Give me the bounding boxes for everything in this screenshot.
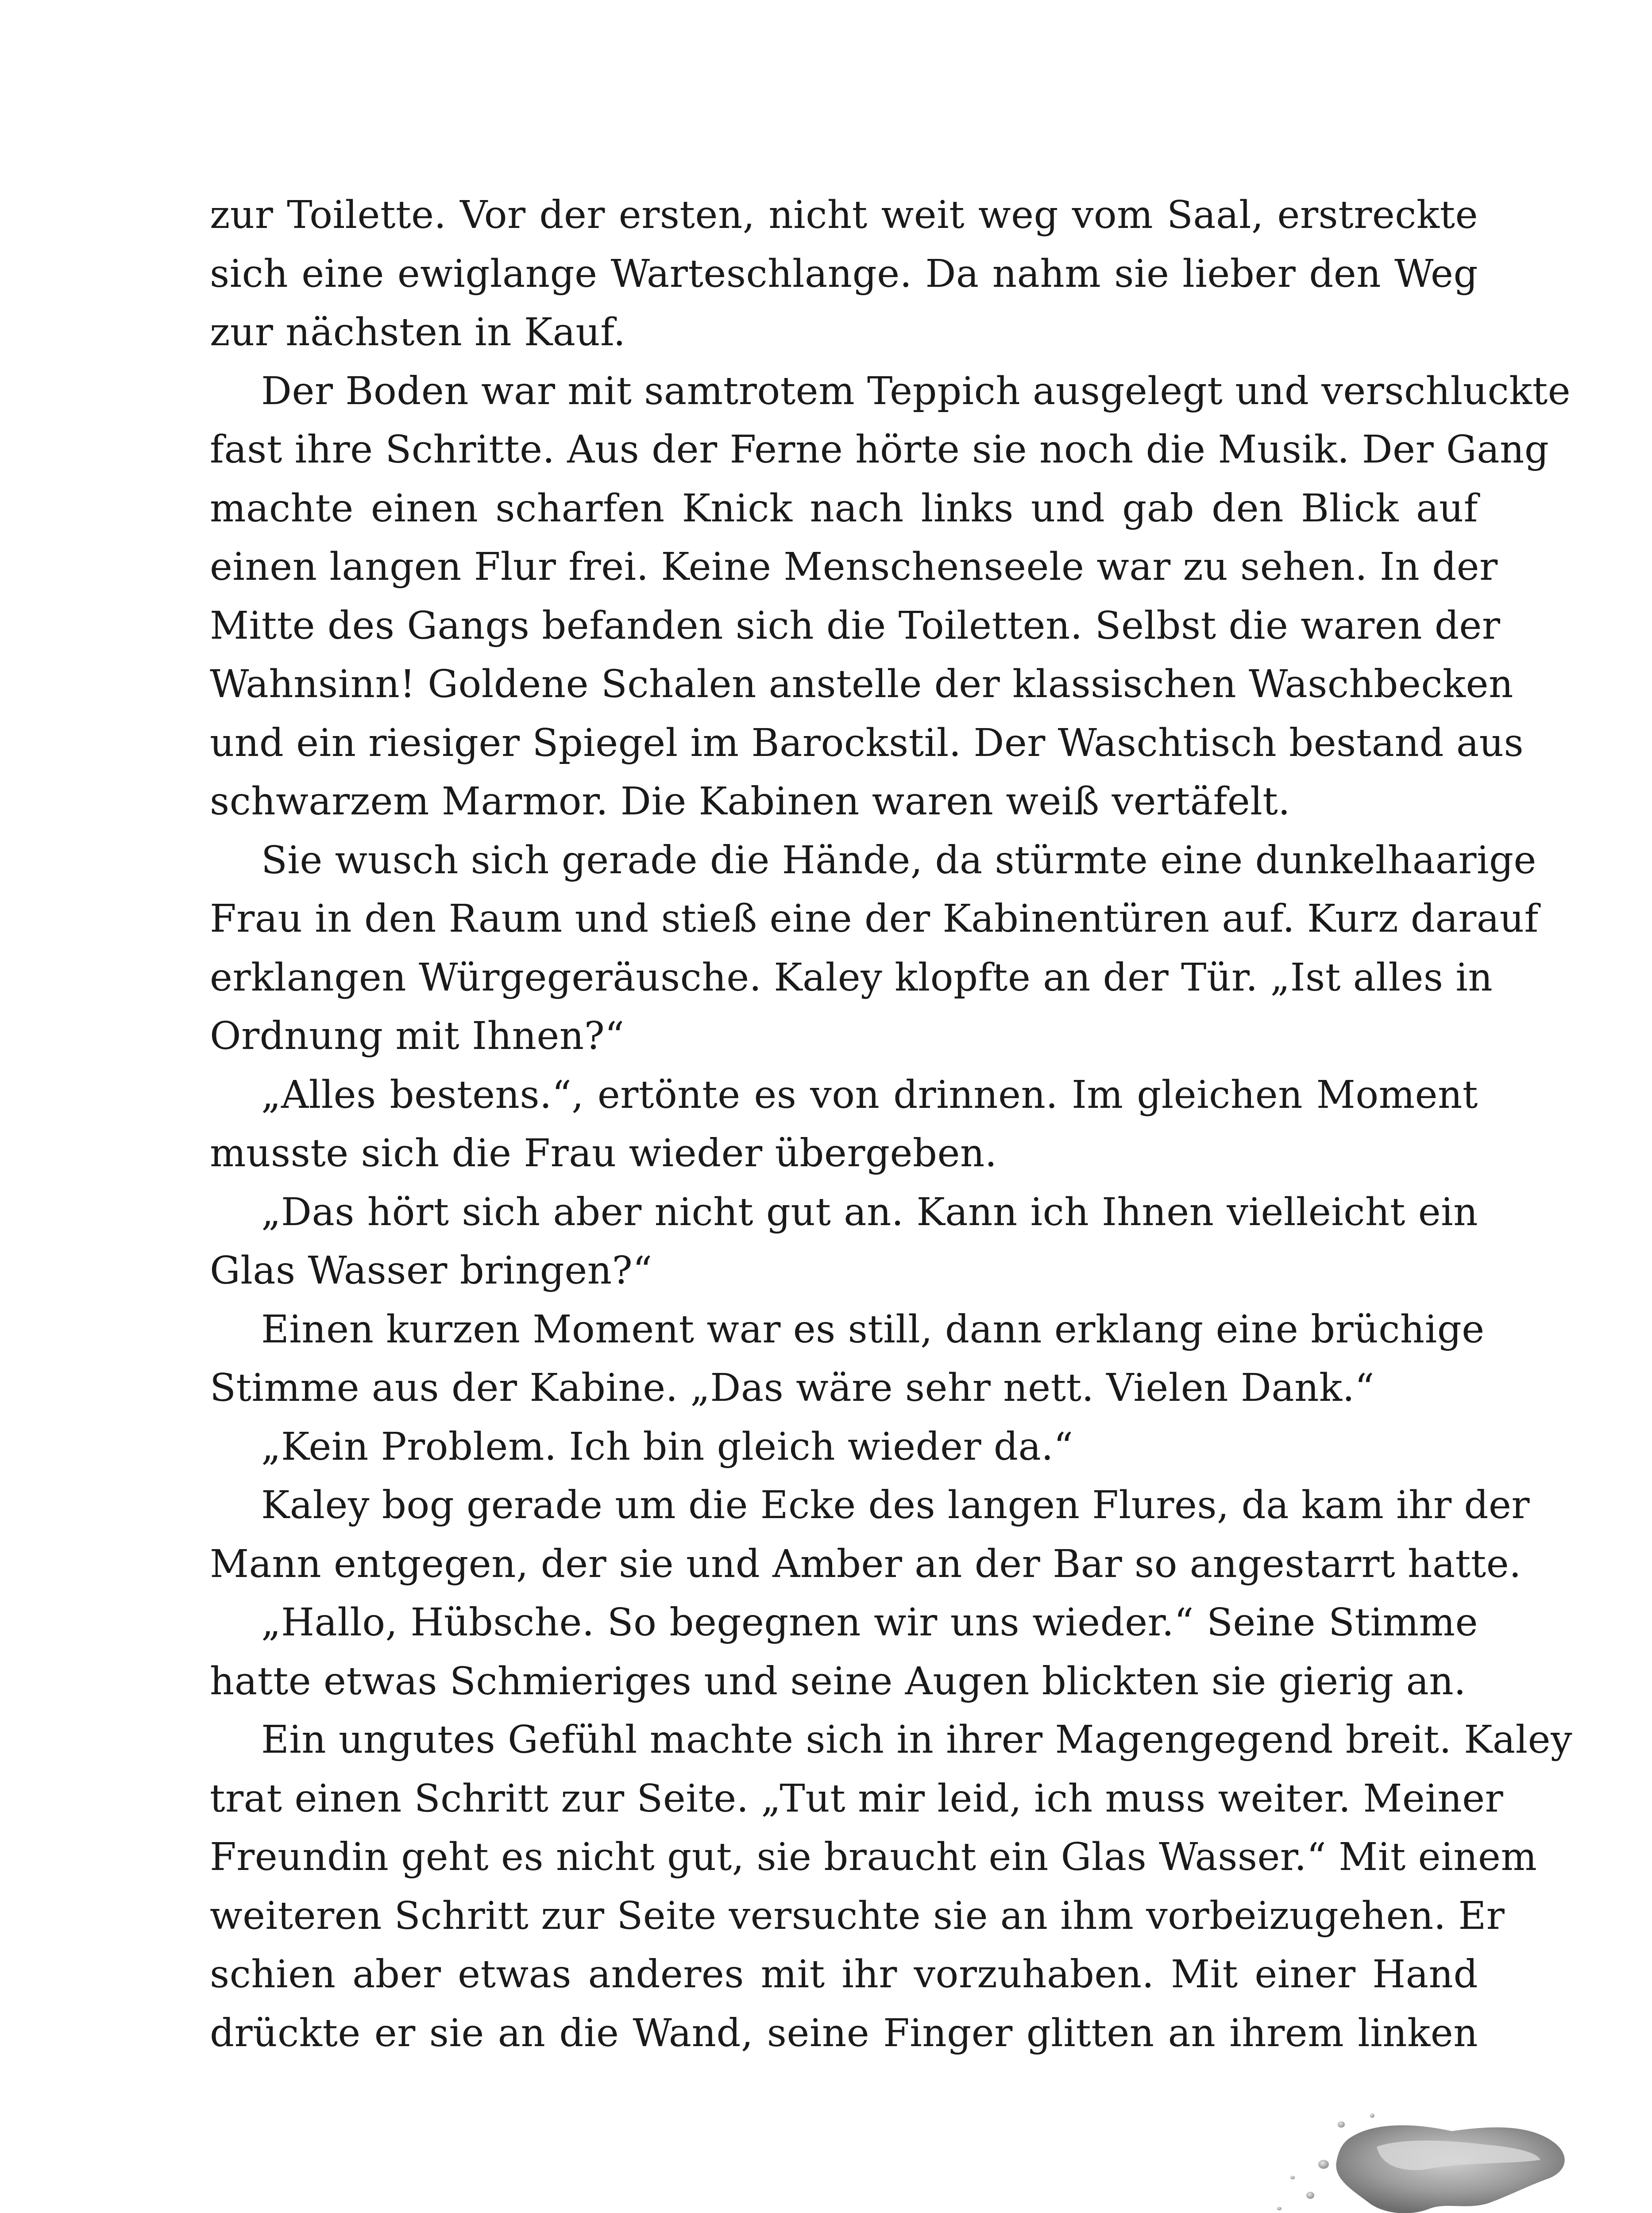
text-line: „Hallo, Hübsche. So begegnen wir uns wieder.“ Seine Stimme [261, 1600, 1478, 1645]
text-line: Ein ungutes Gefühl machte sich in ihrer Magengegend breit. Kaley [261, 1718, 1573, 1762]
text-line: Mitte des Gangs befanden sich die Toiletten. Selbst die waren der [210, 603, 1501, 648]
text-line: und ein riesiger Spiegel im Barockstil. Der Waschtisch bestand aus [210, 721, 1524, 765]
text-line: einen langen Flur frei. Keine Menschenseele war zu sehen. In der [210, 545, 1498, 589]
text-line: erklangen Würgegeräusche. Kaley klopfte an der Tür. „Ist alles in [210, 955, 1493, 1000]
text-line: sich eine ewiglange Warteschlange. Da nahm sie lieber den Weg [210, 251, 1478, 296]
text-line: Ordnung mit Ihnen?“ [210, 1014, 625, 1058]
text-line: „Das hört sich aber nicht gut an. Kann ich Ihnen vielleicht ein [261, 1190, 1478, 1234]
text-line: hatte etwas Schmieriges und seine Augen blickten sie gierig an. [210, 1659, 1467, 1704]
text-line: weiteren Schritt zur Seite versuchte sie an ihm vorbeizugehen. Er [210, 1893, 1505, 1938]
text-line: Sie wusch sich gerade die Hände, da stürmte eine dunkelhaarige [261, 838, 1536, 883]
text-line: machte einen scharfen Knick nach links und gab den Blick auf [210, 486, 1478, 531]
text-line: Wahnsinn! Goldene Schalen anstelle der klassischen Waschbecken [210, 662, 1513, 706]
water-splash-icon [1262, 2107, 1580, 2213]
text-line: „Kein Problem. Ich bin gleich wieder da.“ [261, 1424, 1073, 1469]
text-line: zur nächsten in Kauf. [210, 310, 626, 355]
text-line: Kaley bog gerade um die Ecke des langen Flures, da kam ihr der [261, 1483, 1530, 1527]
text-line: musste sich die Frau wieder übergeben. [210, 1131, 997, 1176]
text-line: zur Toilette. Vor der ersten, nicht weit weg vom Saal, erstreckte [210, 193, 1478, 237]
page-number: 19 [1470, 2071, 1517, 2111]
text-line: Glas Wasser bringen?“ [210, 1249, 652, 1293]
text-line: Der Boden war mit samtrotem Teppich ausgelegt und verschluckte [261, 369, 1571, 413]
text-line: trat einen Schritt zur Seite. „Tut mir leid, ich muss weiter. Meiner [210, 1776, 1504, 1821]
text-line: Freundin geht es nicht gut, sie braucht ein Glas Wasser.“ Mit einem [210, 1835, 1537, 1879]
text-line: schwarzem Marmor. Die Kabinen waren weiß vertäfelt. [210, 779, 1291, 824]
text-line: Stimme aus der Kabine. „Das wäre sehr nett. Vielen Dank.“ [210, 1366, 1374, 1410]
text-line: fast ihre Schritte. Aus der Ferne hörte sie noch die Musik. Der Gang [210, 428, 1549, 472]
body-text [210, 186, 1573, 2063]
text-line: Frau in den Raum und stieß eine der Kabinentüren auf. Kurz darauf [210, 897, 1539, 941]
text-line: „Alles bestens.“, ertönte es von drinnen. Im gleichen Moment [261, 1072, 1478, 1117]
text-line: drückte er sie an die Wand, seine Finger glitten an ihrem linken [210, 2011, 1478, 2055]
text-line: Mann entgegen, der sie und Amber an der Bar so angestarrt hatte. [210, 1542, 1521, 1586]
text-line: schien aber etwas anderes mit ihr vorzuhaben. Mit einer Hand [210, 1952, 1478, 1997]
text-line: Einen kurzen Moment war es still, dann erklang eine brüchige [261, 1307, 1485, 1352]
